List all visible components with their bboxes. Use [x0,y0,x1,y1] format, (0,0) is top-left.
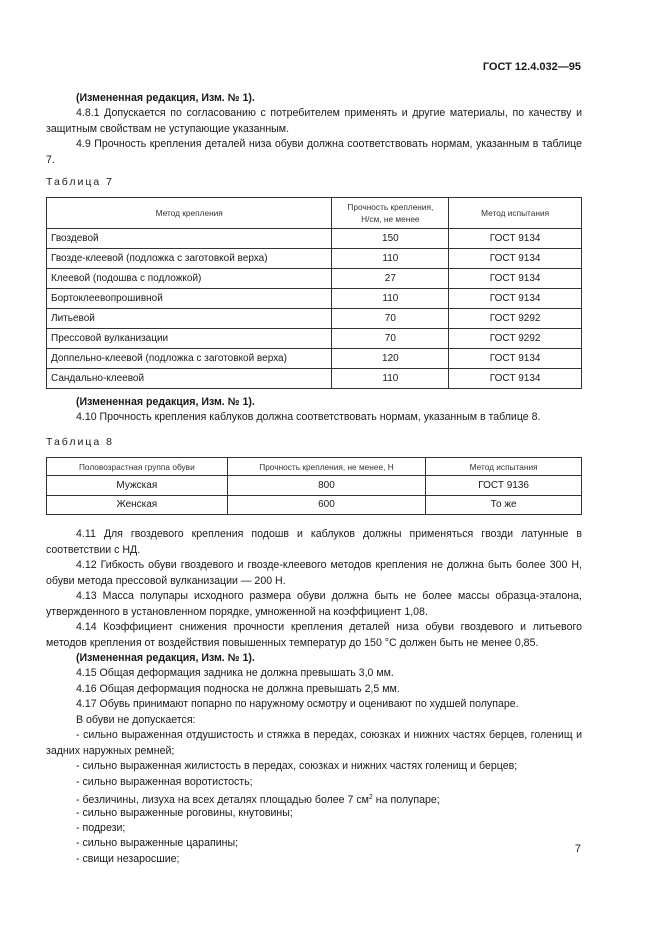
clause-4-15: 4.15 Общая деформация задника не должна превышать 3,0 мм. [76,667,394,679]
table-cell: Литьевой [47,309,332,329]
table-row [47,229,582,249]
list-item: - безличины, лизуха на всех деталях площадью более 7 $см^2$ на полупаре; [76,794,440,806]
table-8 [46,457,582,515]
table8-caption: Таблица 8 [46,436,114,448]
revision-note: (Измененная редакция, Изм. № 1). [76,396,255,408]
table-row [47,269,582,289]
table-cell: 800 [227,476,426,496]
table-cell: 110 [332,289,449,309]
clause-4-12: 4.12 Гибкость обуви гвоздевого и гвозде-клеевого методов крепления не должна быть более 300 Н, обуви метода прессовой вулканизации — 200 Н. [46,559,582,587]
clause-4-13: 4.13 Масса полупары исходного размера обуви должна быть не более массы образца-эталона, утвержденного в установленном порядке, умноженной на коэффициент 1,08. [46,590,582,618]
table-cell: 150 [332,229,449,249]
list-item: - сильно выраженная отдушистость и стяжка в передах, союзках и нижних частях берцев, голенищ и задних наружных ремней; [46,729,582,757]
table-cell: 110 [332,369,449,389]
table-cell: 120 [332,349,449,369]
table-cell: Доппельно-клеевой (подложка с заготовкой верха) [47,349,332,369]
table-row [47,349,582,369]
table-row [47,309,582,329]
table-cell: ГОСТ 9134 [449,289,582,309]
table-cell: Мужская [47,476,228,496]
table7-header: Метод испытания [449,198,582,229]
defects-intro: В обуви не допускается: [76,714,196,726]
table-row [47,476,582,496]
page-number: 7 [574,843,581,855]
table-cell: 600 [227,495,426,515]
table8-header: Прочность крепления, не менее, Н [227,458,426,476]
list-item: - сильно выраженные роговины, кнутовины; [76,807,293,819]
table-cell: ГОСТ 9134 [449,249,582,269]
table-cell: ГОСТ 9292 [449,329,582,349]
table-cell: Бортоклеевопрошивной [47,289,332,309]
list-item: - сильно выраженная жилистость в передах, союзках и нижних частях голенищ и берцев; [76,760,518,772]
table-cell: ГОСТ 9134 [449,269,582,289]
list-item: - подрези; [76,822,126,834]
table-cell: 110 [332,249,449,269]
table7-header: Прочность крепления, Н/см, не менее [332,198,449,229]
list-item: - сильно выраженная воротистость; [76,776,253,788]
table-row [47,329,582,349]
table-row [47,369,582,389]
table-cell: 27 [332,269,449,289]
table7-caption: Таблица 7 [46,176,114,188]
revision-note: (Измененная редакция, Изм. № 1). [76,652,255,664]
table-cell: Гвоздевой [47,229,332,249]
clause-4-16: 4.16 Общая деформация подноска не должна превышать 2,5 мм. [76,683,400,695]
table8-header: Половозрастная группа обуви [47,458,228,476]
clause-4-10: 4.10 Прочность крепления каблуков должна соответствовать нормам, указанным в таблице 8. [76,411,541,423]
table-cell: ГОСТ 9134 [449,349,582,369]
table-cell: Клеевой (подошва с подложкой) [47,269,332,289]
table-cell: Гвоздe-клеевой (подложка с заготовкой верха) [47,249,332,269]
clause-4-11: 4.11 Для гвоздевого крепления подошв и каблуков должны применяться гвозди латунные в соответствии с НД. [46,528,582,556]
table-cell: ГОСТ 9134 [449,229,582,249]
clause-4-17: 4.17 Обувь принимают попарно по наружному осмотру и оценивают по худшей полупаре. [76,698,519,710]
table-cell: 70 [332,309,449,329]
list-item: - сильно выраженные царапины; [76,837,239,849]
list-item: - свищи незаросшие; [76,853,180,865]
table-cell: Женская [47,495,228,515]
table-cell: То же [426,495,582,515]
table-7 [46,197,582,389]
table-cell: Прессовой вулканизации [47,329,332,349]
table8-header: Метод испытания [426,458,582,476]
table-cell: 70 [332,329,449,349]
table7-header: Метод крепления [47,198,332,229]
table-cell: ГОСТ 9134 [449,369,582,389]
clause-4-8-1: 4.8.1 Допускается по согласованию с потребителем применять и другие материалы, по качеству и защитным свойствам не уступающие указанным. [46,107,582,135]
table-row [47,289,582,309]
standard-header: ГОСТ 12.4.032—95 [482,61,581,73]
table-row [47,495,582,515]
table-cell: Сандально-клеевой [47,369,332,389]
table-row [47,249,582,269]
table-cell: ГОСТ 9292 [449,309,582,329]
clause-4-14: 4.14 Коэффициент снижения прочности крепления деталей низа обуви гвоздевого и литьевого методов крепления от воздействия повышенных температур до 150 °С должен быть не менее 0,85. [46,621,582,649]
clause-4-9: 4.9 Прочность крепления деталей низа обуви должна соответствовать нормам, указанным в таблице 7. [46,138,582,166]
table-cell: ГОСТ 9136 [426,476,582,496]
revision-note: (Измененная редакция, Изм. № 1). [76,92,255,104]
